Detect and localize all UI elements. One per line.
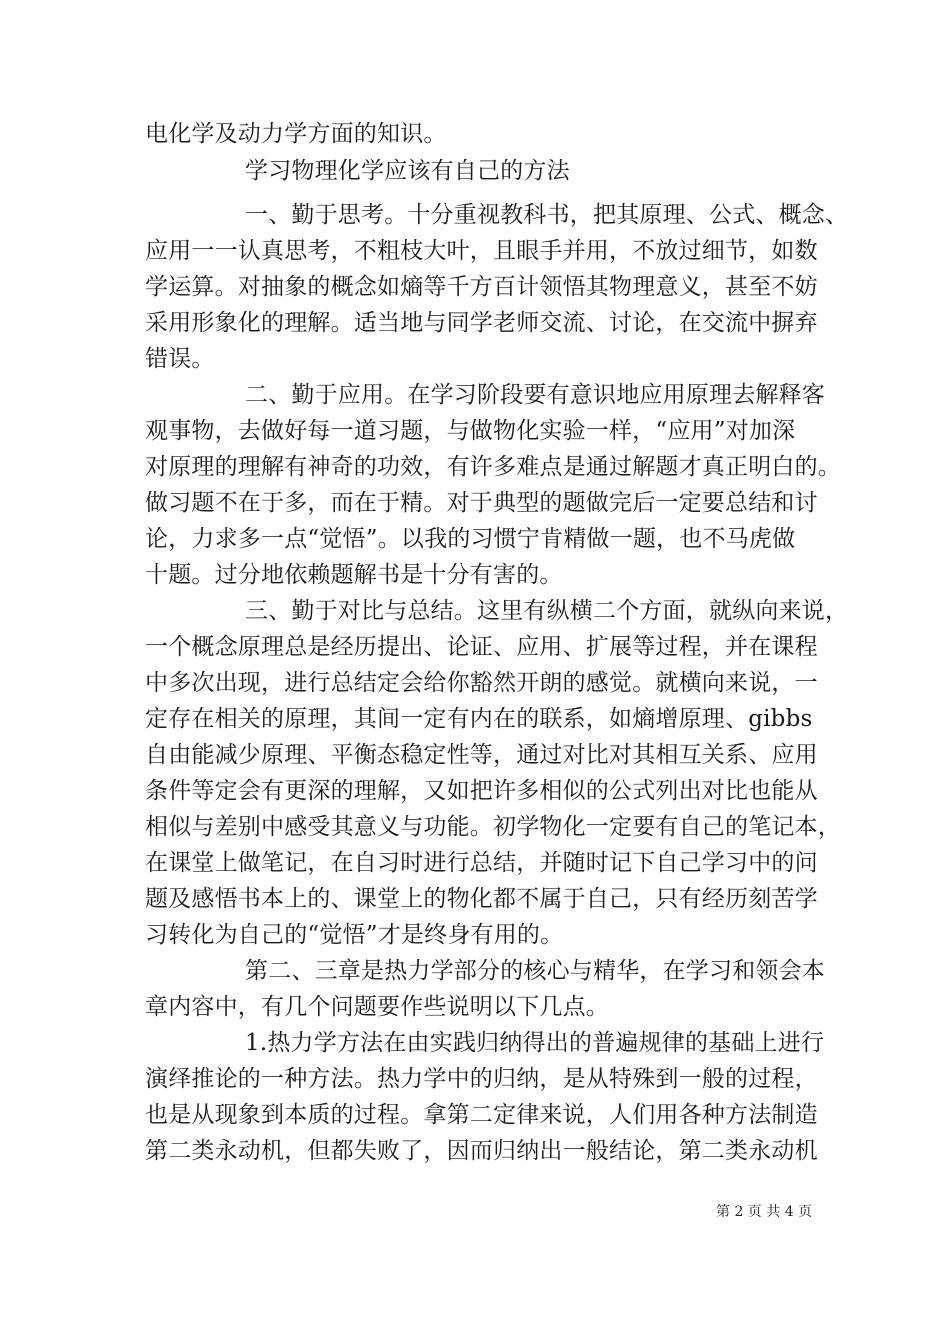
text-line: 二、勤于应用。在学习阶段要有意识地应用原理去解释客 [245,382,825,408]
text-line: 自由能减少原理、平衡态稳定性等，通过对比对其相互关系、应用 [145,742,818,768]
text-line: 学运算。对抽象的概念如熵等千方百计领悟其物理意义，甚至不妨 [145,274,818,300]
text-line: 第二类永动机，但都失败了，因而归纳出一般结论，第二类永动机 [145,1138,818,1164]
text-line: 相似与差别中感受其意义与功能。初学物化一定要有自己的笔记本， [145,814,841,840]
text-line: 中多次出现，进行总结定会给你豁然开朗的感觉。就横向来说，一 [145,670,818,696]
text-line: 章内容中，有几个问题要作些说明以下几点。 [145,994,609,1020]
text-line: 在课堂上做笔记，在自习时进行总结，并随时记下自己学习中的问 [145,850,818,876]
text-line: 一个概念原理总是经历提出、论证、应用、扩展等过程，并在课程 [145,634,818,660]
text-line: 定存在相关的原理，其间一定有内在的联系，如熵增原理、gibbs [145,706,813,732]
text-line: 采用形象化的理解。适当地与同学老师交流、讨论，在交流中摒弃 [145,310,818,336]
text-line: 习转化为自己的“觉悟”才是终身有用的。 [145,922,564,948]
text-line: 十题。过分地依赖题解书是十分有害的。 [145,562,563,588]
text-line: 1.热力学方法在由实践归纳得出的普遍规律的基础上进行 [245,1030,825,1056]
text-line: 也是从现象到本质的过程。拿第二定律来说，人们用各种方法制造 [145,1102,818,1128]
text-line: 第二、三章是热力学部分的核心与精华，在学习和领会本 [245,958,825,984]
text-line: 做习题不在于多，而在于精。对于典型的题做完后一定要总结和讨 [145,490,818,516]
text-line: 三、勤于对比与总结。这里有纵横二个方面，就纵向来说， [245,598,849,624]
text-line: 应用一一认真思考，不粗枝大叶，且眼手并用，不放过细节，如数 [145,238,818,264]
text-line: 论，力求多一点“觉悟”。以我的习惯宁肯精做一题，也不马虎做 [145,526,796,552]
text-line: 一、勤于思考。十分重视教科书，把其原理、公式、概念、 [245,202,849,228]
text-line: 条件等定会有更深的理解，又如把许多相似的公式列出对比也能从 [145,778,818,804]
section-heading: 学习物理化学应该有自己的方法 [245,158,570,184]
page-number: 第 2 页 共 4 页 [716,1204,813,1220]
text-line: 题及感悟书本上的、课堂上的物化都不属于自己，只有经历刻苦学 [145,886,818,912]
text-line: 演绎推论的一种方法。热力学中的归纳，是从特殊到一般的过程， [145,1066,818,1092]
text-line: 对原理的理解有神奇的功效，有许多难点是通过解题才真正明白的。 [145,454,841,480]
text-line: 观事物，去做好每一道习题，与做物化实验一样，“应用”对加深 [145,418,796,444]
text-line: 电化学及动力学方面的知识。 [145,121,447,147]
text-line: 错误。 [145,346,215,372]
